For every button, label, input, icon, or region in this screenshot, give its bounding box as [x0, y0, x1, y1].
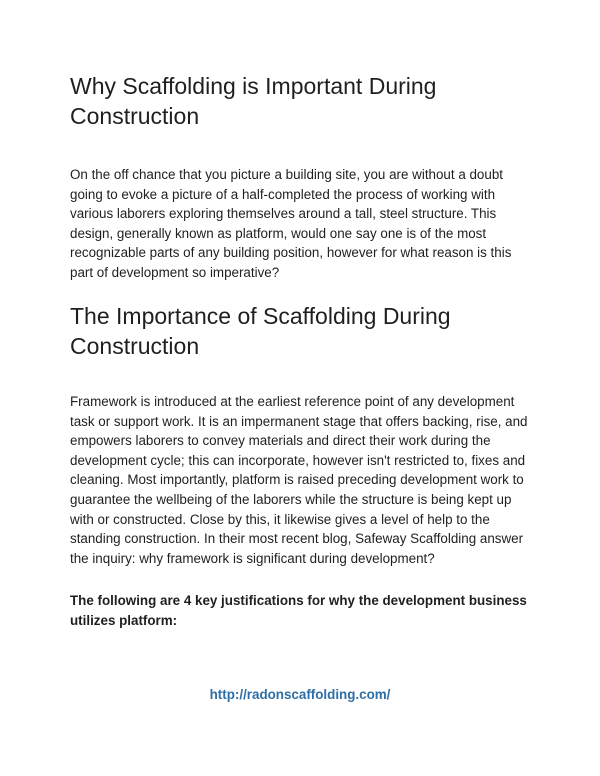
framework-paragraph: Framework is introduced at the earliest reference point of any development task or support work. It is an impermanent stage that offers backing, rise, and empowers laborers to convey materials and direct their work during the development cycle; this can incorporate, however isn't restricted to, fixes and cleaning. Most importantly, platform is raised preceding development work to guarantee the wellbeing of the laborers while the structure is being kept up with or constructed. Close by this, it likewise gives a level of help to the standing construction. In their most recent blog, Safeway Scaffolding answer the inquiry: why framework is significant during development? — [70, 394, 528, 566]
website-link[interactable]: http://radonscaffolding.com/ — [209, 687, 391, 702]
heading-importance-of-scaffolding: The Importance of Scaffolding During Construction — [70, 303, 451, 359]
intro-paragraph: On the off chance that you picture a building site, you are without a doubt going to evoke a picture of a half-completed the process of working with various laborers exploring themselves around a tall, steel structure. This design, generally known as platform, would one say one is of the most recognizable parts of any building position, however for what reason is this part of development so imperative? — [70, 167, 512, 280]
heading-why-scaffolding: Why Scaffolding is Important During Construction — [70, 73, 437, 129]
key-justifications-paragraph: The following are 4 key justifications for why the development business utilizes platform: — [70, 593, 527, 628]
